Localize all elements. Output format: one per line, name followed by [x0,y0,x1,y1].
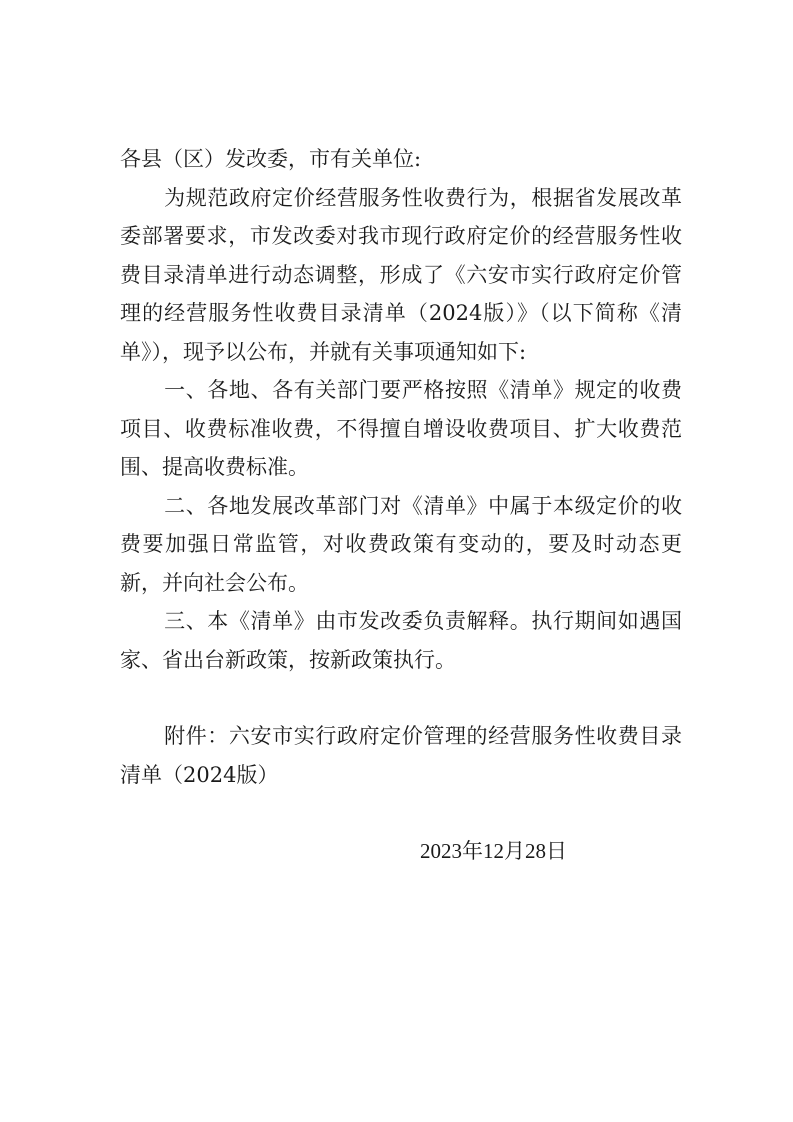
issue-date: 2023年12月28日 [420,839,567,863]
intro-paragraph: 为规范政府定价经营服务性收费行为，根据省发展改革委部署要求，市发改委对我市现行政府定价的经营服务性收费目录清单进行动态调整，形成了《六安市实行政府定价管理的经营服务性收费目录清单（2024版）》（以下简称《清单》），现予以公布，并就有关事项通知如下: [120,185,682,364]
item-two-paragraph: 二、各地发展改革部门对《清单》中属于本级定价的收费要加强日常监管，对收费政策有变动的，要及时动态更新，并向社会公布。 [120,493,682,595]
paragraph-spacer [120,679,682,717]
document-body [120,140,682,794]
attachment-note: 附件：六安市实行政府定价管理的经营服务性收费目录清单（2024版） [120,724,682,787]
item-one-paragraph: 一、各地、各有关部门要严格按照《清单》规定的收费项目、收费标准收费，不得擅自增设收费项目、扩大收费范围、提高收费标准。 [120,378,682,479]
salutation: 各县（区）发改委，市有关单位: [120,147,422,171]
item-three-paragraph: 三、本《清单》由市发改委负责解释。执行期间如遇国家、省出台新政策，按新政策执行。 [120,609,682,672]
